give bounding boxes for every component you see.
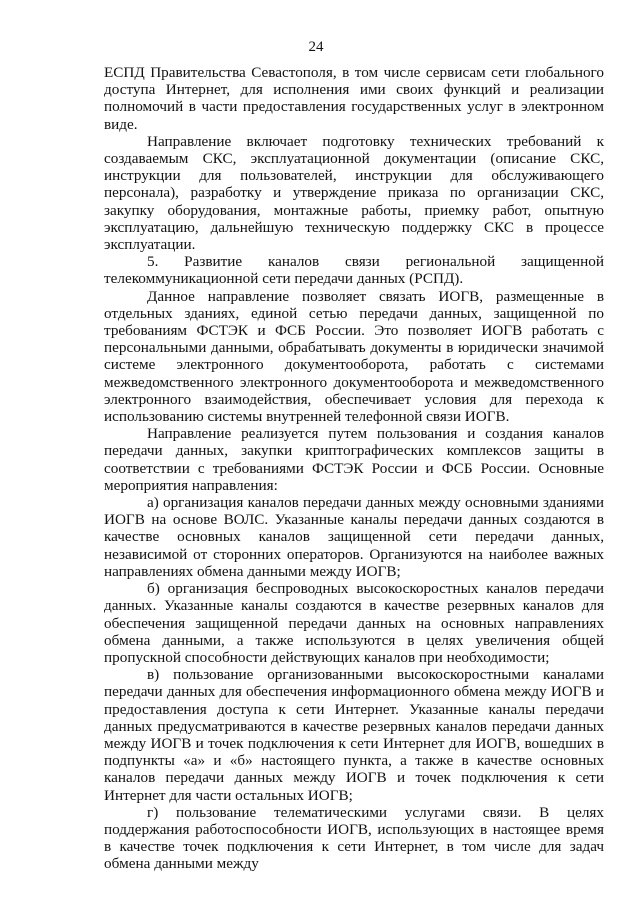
- paragraph-section-5-heading: 5. Развитие каналов связи региональной защищенной телекоммуникационной сети передачи данных (РСПД).: [104, 253, 604, 288]
- paragraph-continuation: ЕСПД Правительства Севастополя, в том числе сервисам сети глобального доступа Интернет, для исполнения ими своих функций и реализации полномочий в части предоставления государственных услуг в электронном виде.: [104, 64, 604, 133]
- list-item-v: в) пользование организованными высокоскоростными каналами передачи данных для обеспечения информационного обмена между ИОГВ и предоставления доступа к сети Интернет. Указанные каналы передачи данных предусматриваются в качестве резервных каналов передачи данных между ИОГВ и точек подключения к сети Интернет для ИОГВ, вошедших в подпункты «а» и «б» настоящего пункта, а также в качестве основных каналов передачи данных между ИОГВ и точек подключения к сети Интернет для части остальных ИОГВ;: [104, 666, 604, 804]
- document-body: [104, 64, 604, 873]
- paragraph-rspd-purpose: Данное направление позволяет связать ИОГВ, размещенные в отдельных зданиях, единой сетью передачи данных, защищенной по требованиям ФСТЭК и ФСБ России. Это позволяет ИОГВ работать с персональными данными, обрабатывать документы в юридически значимой системе электронного документооборота, работать с системами межведомственного электронного документооборота и межведомственного электронного взаимодействия, обеспечивает условия для перехода к использованию системы внутренней телефонной связи ИОГВ.: [104, 287, 604, 426]
- list-item-b: б) организация беспроводных высокоскоростных каналов передачи данных. Указанные каналы создаются в качестве резервных каналов для обеспечения защищенной передачи данных на основных направлениях обмена данными, а также используются в целях увеличения общей пропускной способности действующих каналов при необходимости;: [104, 580, 604, 666]
- paragraph-scs-direction: Направление включает подготовку технических требований к создаваемым СКС, эксплуатационной документации (описание СКС, инструкции для пользователей, инструкции для обслуживающего персонала), разработку и утверждение приказа по организации СКС, закупку оборудования, монтажные работы, приемку работ, опытную эксплуатацию, дальнейшую техническую поддержку СКС в процессе эксплуатации.: [104, 132, 604, 254]
- paragraph-rspd-implementation: Направление реализуется путем пользования и создания каналов передачи данных, закупки криптографических комплексов защиты в соответствии с требованиями ФСТЭК России и ФСБ России. Основные мероприятия направления:: [104, 425, 604, 494]
- list-item-a: а) организация каналов передачи данных между основными зданиями ИОГВ на основе ВОЛС. Указанные каналы передачи данных создаются в качестве основных каналов защищенной сети передачи данных, независимой от сторонних операторов. Организуются на наиболее важных направлениях обмена данными между ИОГВ;: [104, 494, 604, 580]
- page-number: 24: [308, 39, 324, 55]
- list-item-g: г) пользование телематическими услугами связи. В целях поддержания работоспособности ИОГВ, использующих в настоящее время в качестве точек подключения к сети Интернет, в том числе для задач обмена данными между: [104, 803, 604, 873]
